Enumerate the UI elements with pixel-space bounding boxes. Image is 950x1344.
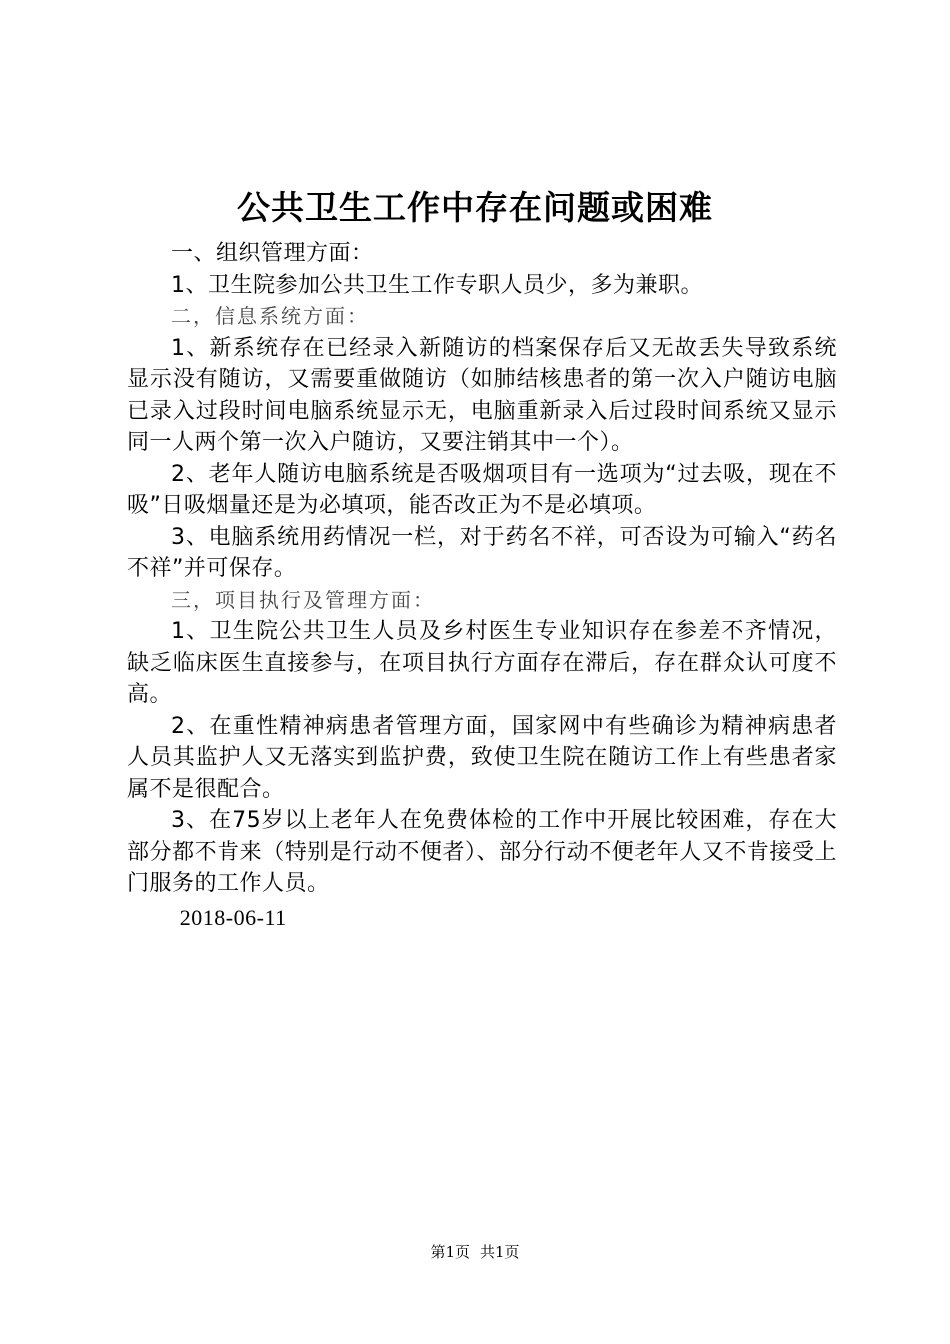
section-heading-information-system: 二，信息系统方面： bbox=[171, 304, 369, 328]
paragraph-smoking-field: 2、老年人随访电脑系统是否吸烟项目有一选项为“过去吸，现在不吸”日吸烟量还是为必填项，能否改正为不是必填项。 bbox=[127, 461, 837, 518]
page-footer bbox=[0, 1242, 950, 1262]
section-heading-project-execution: 三，项目执行及管理方面： bbox=[171, 587, 435, 612]
document-title: 公共卫生工作中存在问题或困难 bbox=[237, 188, 713, 227]
page-number-total: 共1页 bbox=[480, 1243, 520, 1261]
document-body bbox=[127, 238, 837, 933]
document-date: 2018-06-11 bbox=[179, 904, 287, 930]
paragraph-mental-illness: 2、在重性精神病患者管理方面，国家网中有些确诊为精神病患者人员其监护人又无落实到监护费，致使卫生院在随访工作上有些患者家属不是很配合。 bbox=[127, 713, 837, 802]
paragraph-elderly-checkup: 3、在75岁以上老年人在免费体检的工作中开展比较困难，存在大部分都不肯来（特别是行动不便者）、部分行动不便老年人又不肯接受上门服务的工作人员。 bbox=[127, 808, 837, 896]
paragraph-staffing: 1、卫生院参加公共卫生工作专职人员少，多为兼职。 bbox=[171, 272, 703, 298]
section-heading-organization: 一、组织管理方面： bbox=[171, 241, 374, 266]
page-number-current: 第1页 bbox=[430, 1243, 470, 1261]
paragraph-medication-field: 3、电脑系统用药情况一栏，对于药名不祥，可否设为可输入“药名不祥”并可保存。 bbox=[127, 524, 837, 581]
paragraph-staff-knowledge: 1、卫生院公共卫生人员及乡村医生专业知识存在参差不齐情况，缺乏临床医生直接参与，在项目执行方面存在滞后，存在群众认可度不高。 bbox=[127, 619, 837, 707]
paragraph-system-data-loss: 1、新系统存在已经录入新随访的档案保存后又无故丢失导致系统显示没有随访，又需要重做随访（如肺结核患者的第一次入户随访电脑已录入过段时间电脑系统显示无，电脑重新录入后过段时间系统又显示同一人两个第一次入户随访，又要注销其中一个）。 bbox=[127, 335, 837, 455]
